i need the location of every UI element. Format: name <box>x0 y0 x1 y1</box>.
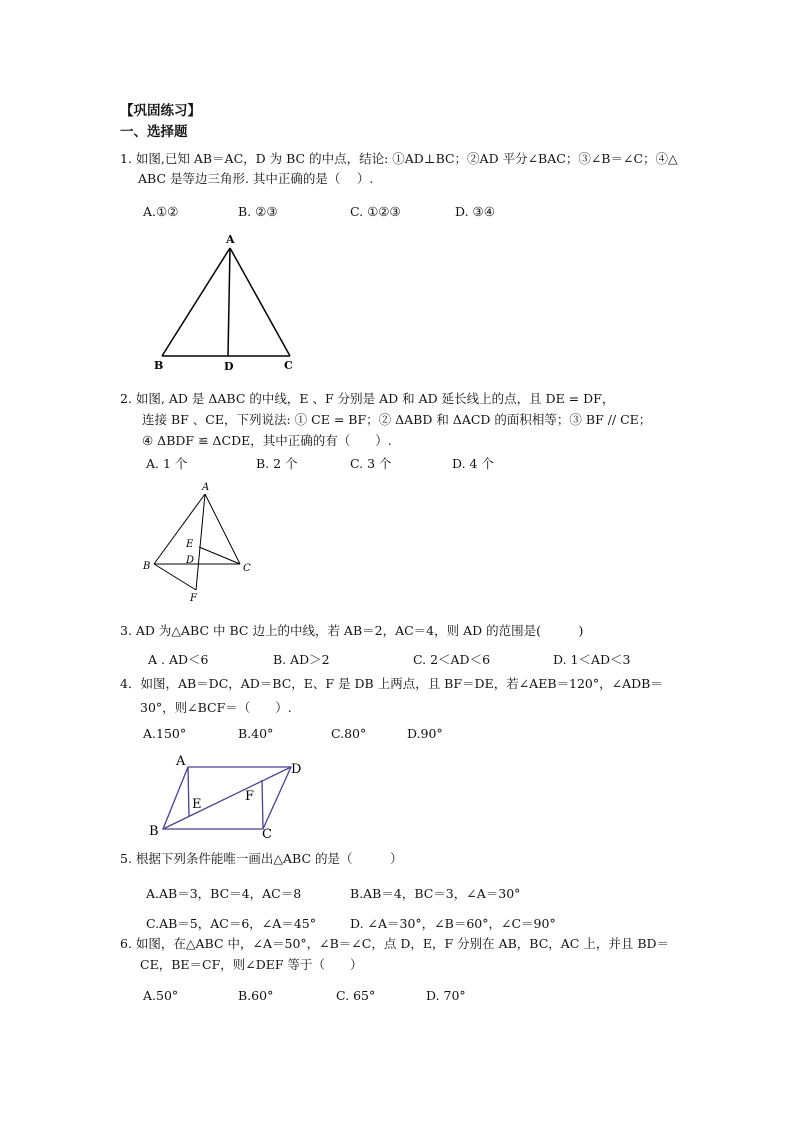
q3-option-a: A . AD＜6 <box>148 652 209 667</box>
question-2-line-2: 连接 BF 、CE，下列说法: ① CE = BF；② ΔABD 和 ΔACD 的面积相等；③ BF // CE； <box>142 412 652 427</box>
question-6-line-1: 6. 如图，在△ABC 中，∠A＝50°，∠B＝∠C，点 D，E，F 分别在 AB，BC，AC 上，并且 BD＝ <box>120 936 670 951</box>
q2-option-c: C. 3 个 <box>350 456 392 471</box>
q3-option-b: B. AD＞2 <box>273 652 330 667</box>
q2-side-ab <box>154 494 205 564</box>
q2-option-b: B. 2 个 <box>256 456 298 471</box>
q2-label-c: C <box>243 563 251 574</box>
q2-label-a: A <box>202 482 210 493</box>
q1-option-d: D. ③④ <box>455 204 495 219</box>
q4-label-f: F <box>245 789 255 804</box>
q1-side-ab <box>162 248 230 356</box>
q2-side-ac <box>205 494 240 564</box>
section-title: 一、选择题 <box>120 124 188 140</box>
q3-option-c: C. 2＜AD＜6 <box>413 652 491 667</box>
q4-diagonal-bd <box>163 767 291 829</box>
question-4-line-2: 30°，则∠BCF＝（ ）. <box>140 700 292 715</box>
question-2-line-1: 2. 如图, AD 是 ΔABC 的中线，E 、F 分别是 AD 和 AD 延长线上的点，且 DE = DF， <box>120 391 615 406</box>
question-1-line-2: ABC 是等边三角形. 其中正确的是（ ）. <box>138 171 374 186</box>
q1-label-c: C <box>284 359 293 372</box>
q4-label-c: C <box>262 827 272 842</box>
q6-option-d: D. 70° <box>426 988 466 1003</box>
q4-segment-ae <box>188 767 189 816</box>
question-5-line-1: 5. 根据下列条件能唯一画出△ABC 的是（ ） <box>120 851 403 866</box>
q4-label-b: B <box>149 824 159 839</box>
question-1-line-1: 1. 如图,已知 AB＝AC，D 为 BC 的中点，结论: ①AD⊥BC；②AD 平分∠BAC；③∠B＝∠C；④△ <box>120 151 678 166</box>
q4-label-d: D <box>291 762 302 777</box>
q2-label-b: B <box>143 561 151 572</box>
q1-option-c: C. ①②③ <box>350 204 401 219</box>
q1-label-b: B <box>154 359 164 372</box>
q4-segment-cf <box>262 780 263 829</box>
q2-segment-ce <box>199 547 240 564</box>
q1-triangle-figure <box>150 230 310 375</box>
q4-option-d: D.90° <box>407 726 443 741</box>
q2-triangle-figure <box>140 478 260 606</box>
q2-option-d: D. 4 个 <box>452 456 494 471</box>
q4-option-b: B.40° <box>238 726 274 741</box>
q5-option-b: B.AB＝4，BC＝3，∠A＝30° <box>350 886 521 901</box>
question-2-line-3: ④ ΔBDF ≌ ΔCDE，其中正确的有（ ）. <box>142 433 392 448</box>
q6-option-c: C. 65° <box>336 988 376 1003</box>
q1-side-ac <box>230 248 290 356</box>
question-6-line-2: CE，BE＝CF，则∠DEF 等于（ ） <box>140 957 363 972</box>
q2-line-af <box>196 494 205 590</box>
q6-option-b: B.60° <box>238 988 274 1003</box>
q1-option-b: B. ②③ <box>238 204 278 219</box>
question-3-line-1: 3. AD 为△ABC 中 BC 边上的中线，若 AB＝2，AC＝4，则 AD 的范围是( ) <box>120 623 584 638</box>
q5-option-c: C.AB＝5，AC＝6，∠A＝45° <box>146 916 316 931</box>
q2-label-d: D <box>186 555 195 566</box>
q2-segment-bf <box>154 564 196 590</box>
q4-label-e: E <box>192 797 202 812</box>
q4-label-a: A <box>176 754 186 769</box>
q5-option-d: D. ∠A＝30°，∠B＝60°，∠C＝90° <box>350 916 556 931</box>
q6-option-a: A.50° <box>143 988 179 1003</box>
q3-option-d: D. 1＜AD＜3 <box>553 652 631 667</box>
question-4-line-1: 4．如图，AB＝DC，AD＝BC，E、F 是 DB 上两点，且 BF＝DE，若∠AEB＝120°，∠ADB＝ <box>120 676 663 691</box>
q2-label-f: F <box>190 593 197 604</box>
q4-option-c: C.80° <box>331 726 367 741</box>
q5-option-a: A.AB＝3，BC＝4，AC＝8 <box>146 886 302 901</box>
section-label: 【巩固练习】 <box>120 103 201 119</box>
q1-option-a: A.①② <box>143 204 179 219</box>
q1-label-d: D <box>224 360 234 373</box>
q1-median-ad <box>228 248 230 356</box>
q4-option-a: A.150° <box>143 726 187 741</box>
q2-option-a: A. 1 个 <box>146 456 188 471</box>
q2-label-e: E <box>186 539 194 550</box>
q4-parallelogram-figure <box>145 750 315 842</box>
q1-label-a: A <box>226 233 235 246</box>
